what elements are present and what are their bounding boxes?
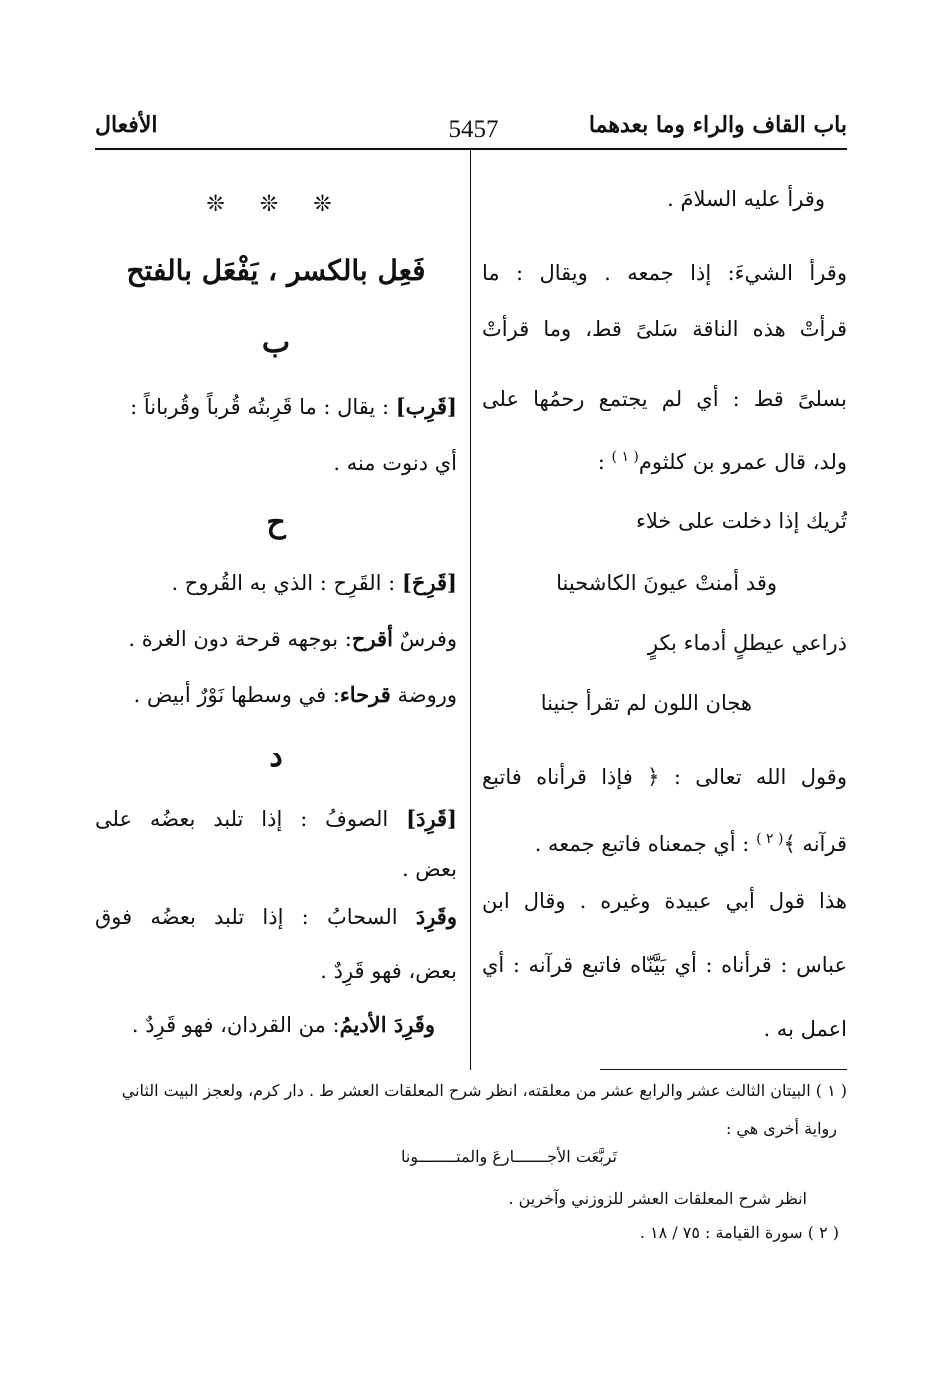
entry-headword: [قَرِدَ] — [406, 806, 457, 831]
entry-aqrah — [128, 626, 457, 652]
letter-heading-h: ح — [266, 505, 286, 540]
text-line: وقرأ الشيءَ: إذا جمعه . ويقال : ما — [482, 261, 847, 285]
verse-line: هجان اللون لم تقرأ جنينا — [540, 691, 752, 715]
footnote-rule — [600, 1069, 847, 1070]
entry-text: : القَرِح : الذي به القُروح . — [171, 571, 396, 595]
entry-headword: [قَرِحَ] — [401, 570, 457, 595]
text-line — [598, 444, 847, 475]
text-run: ولد، قال عمرو بن كلثوم — [638, 450, 847, 474]
text-line: وقول الله تعالى : ﴿ فإذا قرأناه فاتبع — [482, 765, 847, 789]
header-rule — [95, 148, 847, 150]
entry-text: : من القردان، فهو قَرِدٌ . — [131, 1013, 340, 1037]
entry-text: وروضة — [397, 683, 457, 707]
entry-headword: [قَرِب] — [395, 394, 457, 419]
entry-qarib — [130, 394, 457, 420]
entry-qarid — [95, 806, 457, 832]
entry-text: وفرسٌ — [399, 627, 457, 651]
text-line: بعض . — [401, 857, 457, 881]
section-stars: ❊ ❊ ❊ — [206, 192, 346, 217]
entry-text: : في وسطها نَوْرٌ أبيض . — [133, 683, 340, 707]
entry-text: : بوجهه قرحة دون الغرة . — [128, 627, 352, 651]
footnote-1: ( ١ ) البيتان الثالث عشر والرابع عشر من معلقته، انظر شرح المعلقات العشر ط . دار كرم، ولعجز البيت الثاني — [121, 1081, 847, 1100]
page-number: 5457 — [448, 116, 499, 143]
entry-text: : يقال : ما قَرِبتُه قُرباً وقُرباناً : — [130, 395, 390, 419]
verse-line: تُريك إذا دخلت على خلاء — [636, 509, 847, 533]
chapter-title: باب القاف والراء وما بعدهما — [588, 112, 847, 138]
text-line: بسلىً قط : أي لم يجتمع رحمُها على — [482, 387, 847, 411]
entry-text: السحابُ : إذا تلبد بعضُه فوق — [95, 905, 398, 929]
letter-heading-b: ب — [261, 325, 291, 360]
section-title: الأفعال — [95, 112, 158, 138]
entry-headword: وقَرِدَ الأديمُ — [339, 1012, 435, 1037]
chapter-heading: فَعِل بالكسر ، يَفْعَل بالفتح — [126, 254, 426, 287]
text-line: أي دنوت منه . — [333, 451, 457, 475]
entry-adim — [132, 1012, 435, 1038]
entry-headword: أقرح — [351, 626, 393, 651]
letter-heading-d: د — [269, 739, 283, 774]
entry-sahab — [95, 904, 457, 930]
footnote-ref: ( ١ ) — [611, 449, 639, 465]
text-line: قرأتْ هذه الناقة سَلىً قط، وما قرأتْ — [482, 317, 847, 341]
footnote-1-verse: تَربَّعَت الأجـــــــارعَ والمتــــــــونا — [401, 1147, 617, 1166]
entry-headword: قرحاء — [339, 682, 391, 707]
text-line: اعمل به . — [763, 1017, 847, 1041]
text-line: وقرأ عليه السلامَ . — [667, 187, 825, 211]
footnote-1-cont: رواية أخرى هي : — [725, 1119, 837, 1138]
entry-qarih — [171, 570, 457, 596]
text-line — [535, 826, 847, 857]
footnote-1-source: انظر شرح المعلقات العشر للزوزني وآخرين . — [508, 1189, 807, 1208]
entry-text: الصوفُ : إذا تلبد بعضُه على — [95, 807, 389, 831]
footnote-2: ( ٢ ) سورة القيامة : ٧٥ / ١٨ . — [639, 1223, 839, 1242]
verse-line: ذراعي عيطلٍ أدماء بكرٍ — [647, 631, 847, 655]
column-divider — [470, 150, 471, 1070]
verse-line: وقد أمنتْ عيونَ الكاشحينا — [556, 571, 777, 595]
text-line: هذا قول أبي عبيدة وغيره . وقال ابن — [482, 889, 847, 913]
text-line: بعض، فهو قَرِدٌ . — [320, 959, 457, 983]
text-line: عباس : قرأناه : أي بَيَّنّاه فاتبع قرآنه : أي — [482, 953, 847, 977]
entry-headword: وقَرِدَ — [415, 904, 457, 929]
entry-qarha — [134, 682, 457, 708]
text-run: : — [597, 450, 605, 474]
footnote-ref: ( ٢ ) — [756, 831, 784, 847]
text-run: : أي جمعناه فاتبع جمعه . — [534, 832, 750, 856]
text-run: قرآنه ﴾ — [783, 832, 847, 856]
